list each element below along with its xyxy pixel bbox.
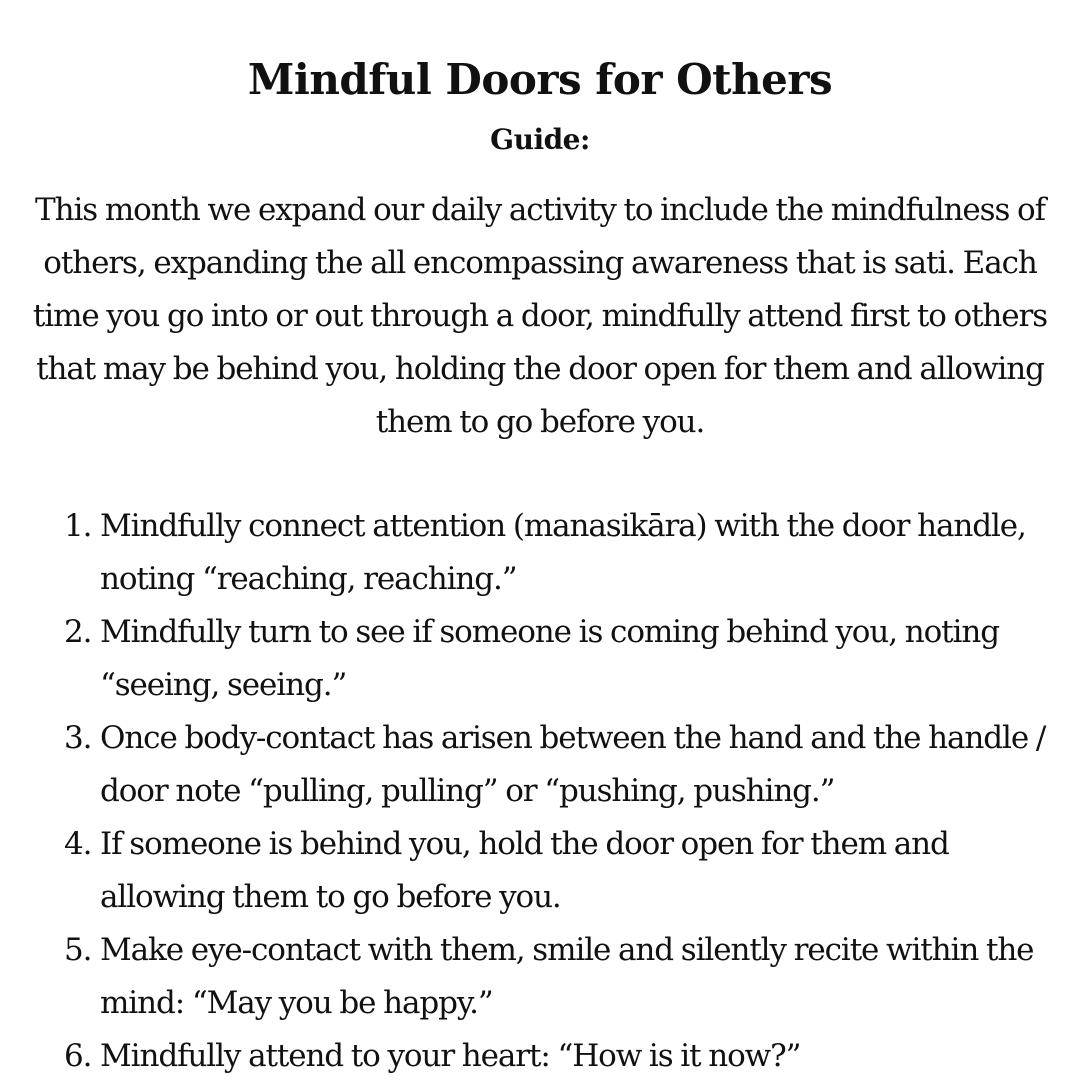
step-text: If someone is behind you, hold the door open for them and allowing them to go before you.	[100, 826, 949, 915]
step-text: Once body-contact has arisen between the hand and the handle / door note “pulling, pulling” or “pushing, pushing.”	[100, 720, 1046, 809]
step-text: Mindfully connect attention (manasikāra) with the door handle, noting “reaching, reaching.”	[100, 508, 1026, 597]
step-text: Make eye-contact with them, smile and silently recite within the mind: “May you be happy.”	[100, 932, 1034, 1021]
document-title: Mindful Doors for Others	[247, 55, 833, 104]
list-item	[0, 1030, 1080, 1083]
step-text: Mindfully turn to see if someone is coming behind you, noting “seeing, seeing.”	[100, 614, 999, 703]
steps-list	[0, 500, 1080, 1083]
list-item	[0, 500, 1080, 606]
step-number: 3.	[64, 720, 92, 756]
list-item	[0, 712, 1080, 818]
list-item	[0, 818, 1080, 924]
step-number: 4.	[64, 826, 92, 862]
intro-paragraph: This month we expand our daily activity to include the mindfulness of others, expanding the all encompassing awareness that is sati. Each time you go into or out through a door, mindfully attend first to others that may be behind you, holding the door open for them and allowing them to go before you.	[32, 192, 1048, 440]
step-number: 5.	[64, 932, 92, 968]
document-subtitle: Guide:	[490, 123, 590, 156]
list-item	[0, 606, 1080, 712]
step-number: 2.	[64, 614, 92, 650]
list-item	[0, 924, 1080, 1030]
step-number: 6.	[64, 1038, 92, 1074]
step-number: 1.	[64, 508, 92, 544]
step-text: Mindfully attend to your heart: “How is it now?”	[100, 1038, 801, 1074]
